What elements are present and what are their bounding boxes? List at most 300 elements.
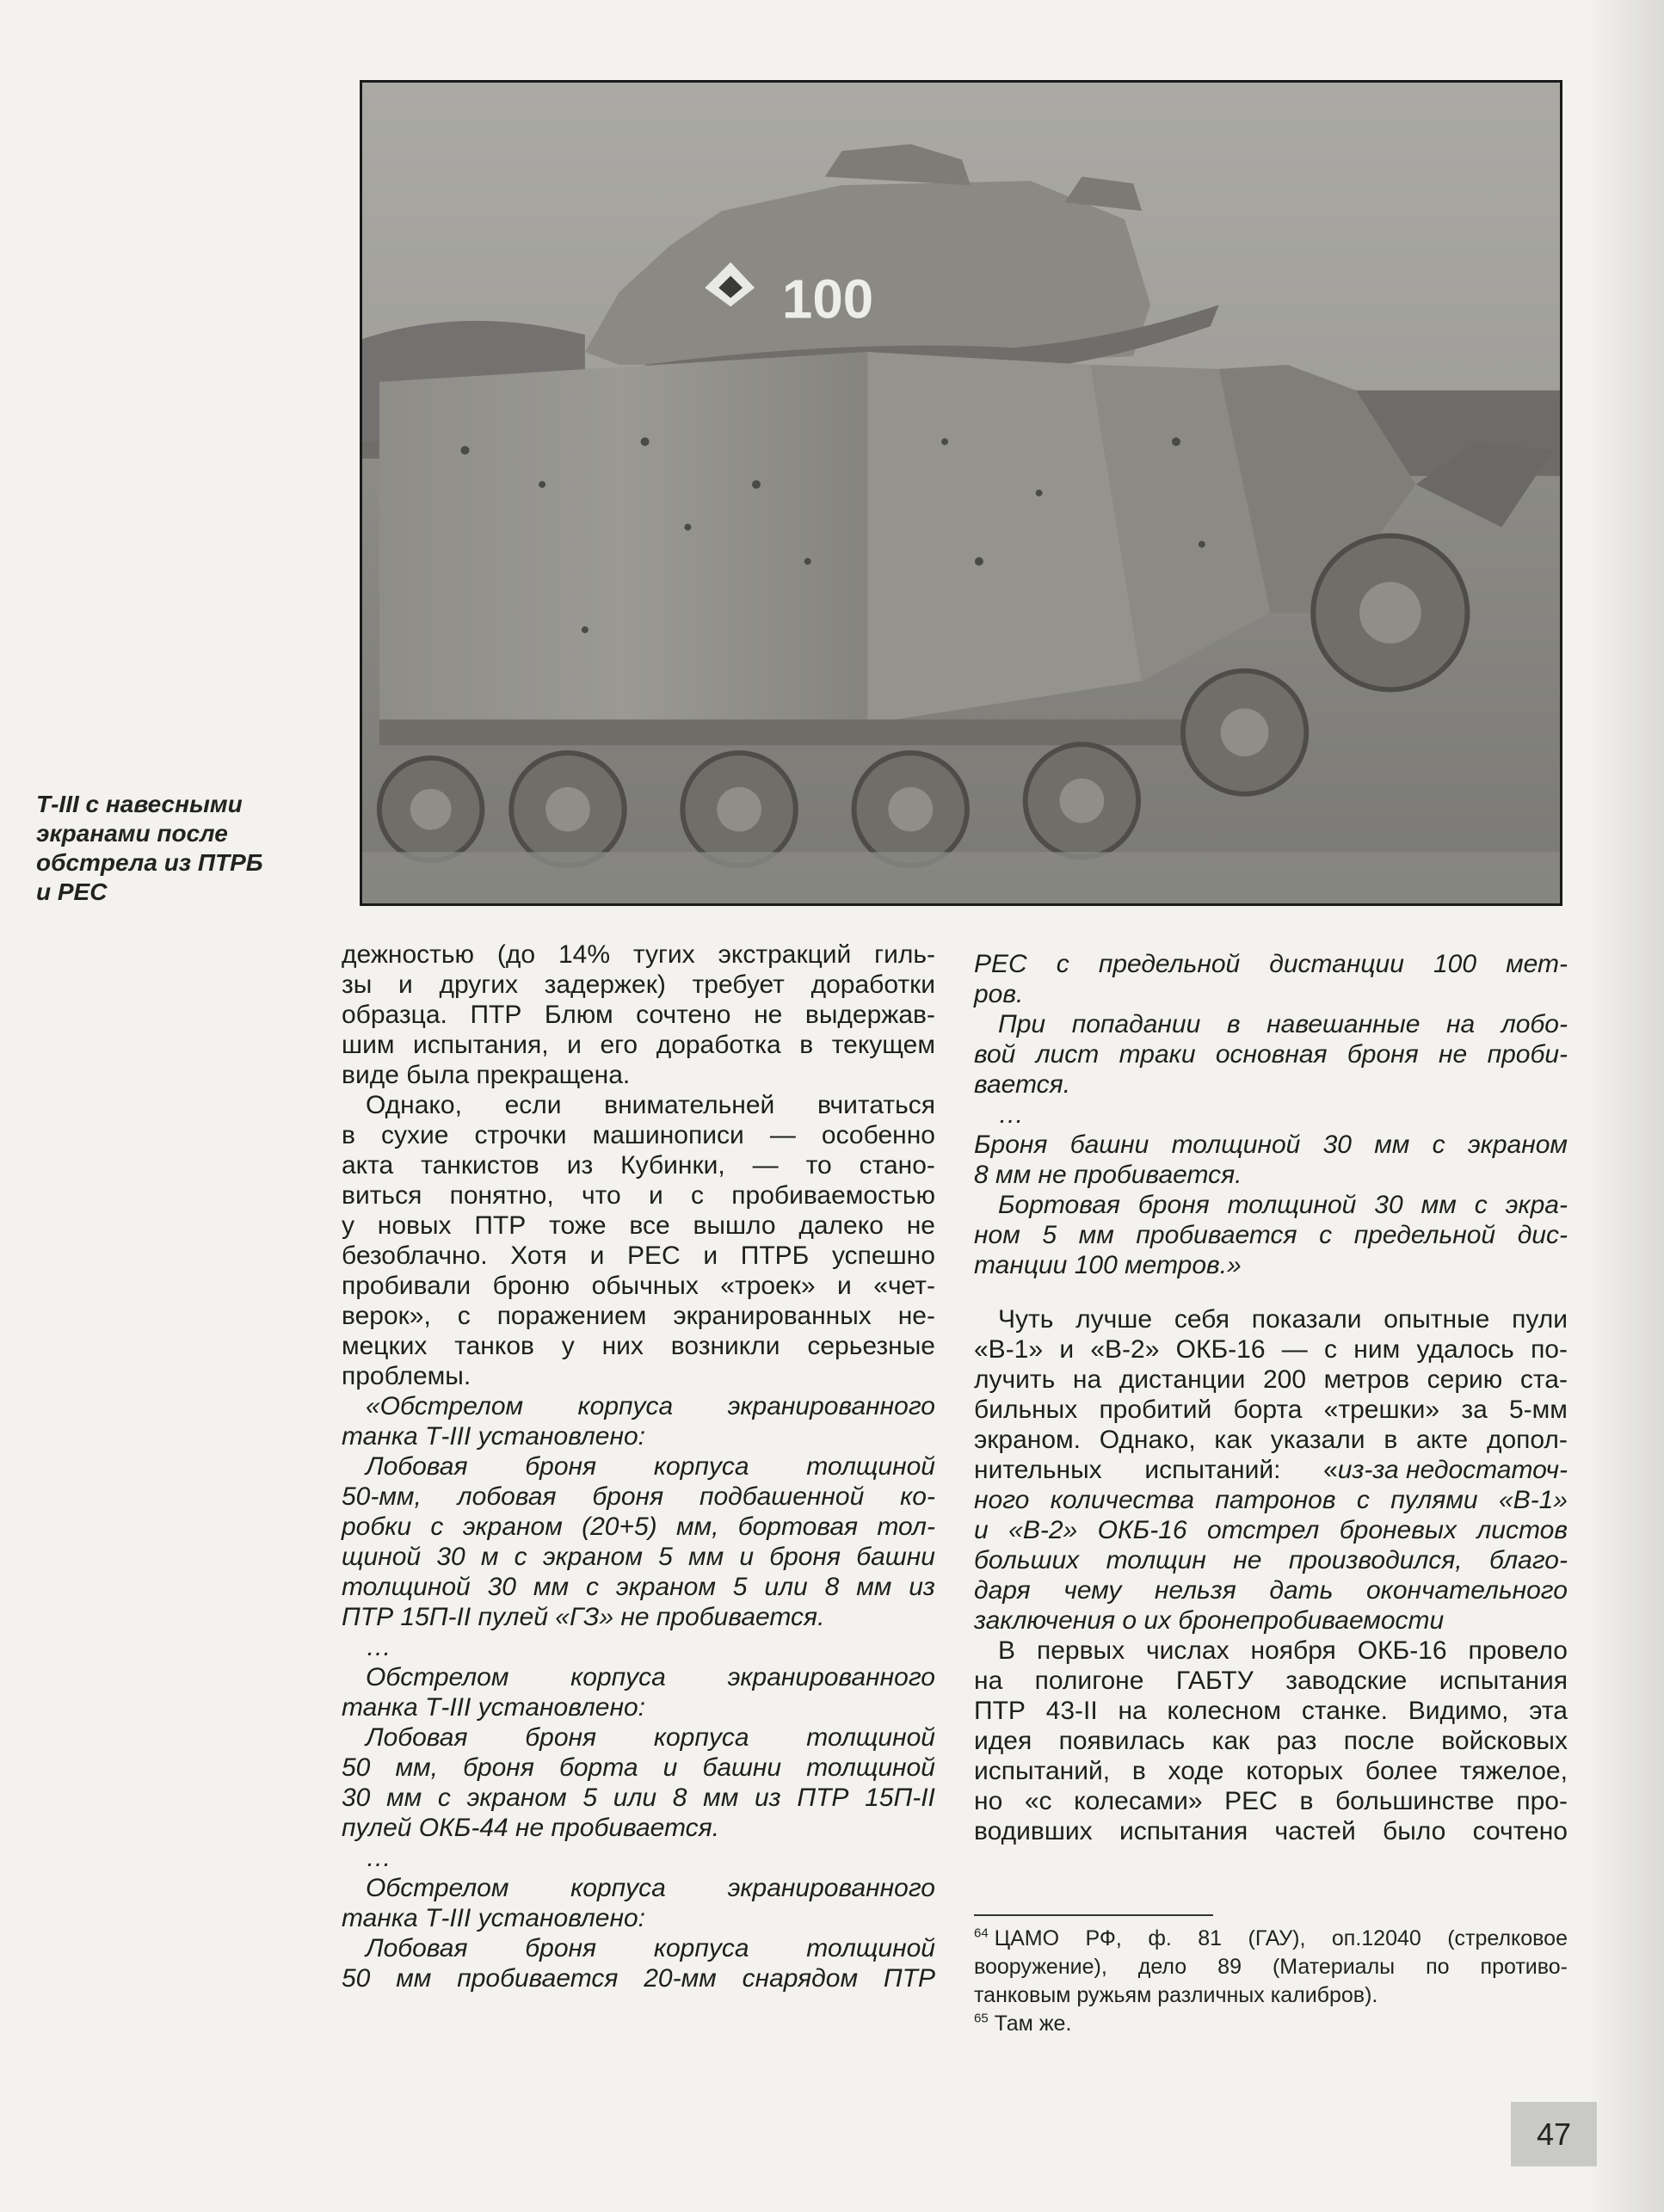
word: ПТР: [974, 1697, 1026, 1725]
text-line: [974, 1816, 1568, 1846]
word: с: [1056, 950, 1069, 978]
word: тол-: [877, 1513, 935, 1541]
text-line: [974, 1455, 1568, 1485]
text-line: [974, 979, 1568, 1009]
footnote-number: 65: [974, 2011, 989, 2026]
text-line: [974, 949, 1568, 979]
word: корпуса: [570, 1663, 666, 1691]
word: сухие: [381, 1121, 449, 1149]
word: дис-: [1517, 1221, 1568, 1249]
word: «В-2»: [1008, 1516, 1078, 1544]
word: и: [703, 1242, 718, 1270]
word: 5: [732, 1573, 748, 1601]
word: корпуса: [570, 1874, 666, 1902]
word: раз: [1276, 1727, 1317, 1755]
word: мм: [688, 1543, 724, 1571]
footnote-body: Там же.: [988, 2012, 1072, 2036]
word: корпуса: [653, 1452, 749, 1481]
footnote-line: [974, 1953, 1568, 1981]
word: лобо-: [1501, 1010, 1568, 1038]
word: с: [1319, 1221, 1333, 1249]
word: навешанные: [1266, 1010, 1421, 1038]
word: —: [1281, 1335, 1308, 1364]
word: броня: [525, 1934, 597, 1962]
word: по: [1426, 1955, 1450, 1979]
word: мм: [703, 1784, 739, 1812]
word: с: [514, 1543, 527, 1571]
word: себя: [1174, 1305, 1230, 1334]
word: экраном: [542, 1543, 643, 1571]
word: танков: [454, 1332, 534, 1360]
word: листов: [1476, 1516, 1568, 1544]
text-line: [974, 1515, 1568, 1545]
word: вооружение),: [974, 1955, 1107, 1979]
text-line: [342, 1271, 935, 1301]
word: полигоне: [1034, 1667, 1144, 1695]
word: (стрелковое: [1447, 1926, 1568, 1950]
word: испытаний:: [1144, 1456, 1281, 1484]
text-line: [974, 1545, 1568, 1575]
word: провело: [1468, 1636, 1568, 1665]
word: не: [1439, 1040, 1468, 1069]
word: —: [769, 1121, 796, 1149]
text-line: [342, 1482, 935, 1512]
word: экраном: [1467, 1131, 1568, 1159]
text-line: [342, 1903, 935, 1933]
word: водивших: [974, 1817, 1093, 1845]
text-line: [342, 1090, 935, 1120]
word: (ГАУ),: [1248, 1926, 1306, 1950]
text-line: [342, 1753, 935, 1783]
word: и: [974, 1516, 989, 1544]
word: экраном.: [974, 1426, 1082, 1454]
word: 100: [1433, 950, 1477, 978]
word: доработка: [656, 1031, 781, 1059]
footnote-divider: [974, 1914, 1213, 1916]
text-line: [342, 1783, 935, 1813]
word: задержек): [544, 970, 666, 999]
word: ноября: [1250, 1636, 1336, 1665]
word: 5-мм: [1509, 1396, 1568, 1424]
word: бильных: [974, 1396, 1078, 1424]
word: При: [998, 1010, 1046, 1038]
word: «Обстрелом: [366, 1392, 524, 1420]
word: Однако,: [1099, 1426, 1196, 1454]
word: идея: [974, 1727, 1032, 1755]
word: «трешки»: [1323, 1396, 1440, 1424]
word: образца.: [342, 1001, 447, 1029]
word: если: [504, 1091, 562, 1119]
text-line: [342, 1451, 935, 1482]
word: не-: [897, 1302, 935, 1330]
word: толщиной: [806, 1934, 935, 1962]
word: Видимо,: [1408, 1697, 1509, 1725]
word: возникли: [670, 1332, 780, 1360]
word: Лобовая: [366, 1723, 468, 1752]
word: в: [1299, 1787, 1314, 1815]
word: экранированного: [727, 1874, 935, 1902]
word: с: [457, 1302, 471, 1330]
word: пробивали: [342, 1272, 471, 1300]
word: или: [764, 1573, 808, 1601]
word: или: [613, 1784, 657, 1812]
text-line: [974, 1485, 1568, 1515]
word: нельзя: [1154, 1576, 1236, 1605]
word: не: [1233, 1546, 1262, 1574]
word: (Материалы: [1272, 1955, 1396, 1979]
word: ф.: [1148, 1926, 1172, 1950]
word: машинописи: [592, 1121, 744, 1149]
word: (до: [496, 940, 536, 969]
word: толщиной: [1171, 1131, 1301, 1159]
word: броня: [525, 1452, 597, 1481]
word: дежностью: [342, 940, 475, 969]
word: колесном: [1167, 1697, 1282, 1725]
footnote-line: [974, 1981, 1568, 2010]
word: испытания: [1119, 1817, 1248, 1845]
word: более: [1365, 1757, 1438, 1785]
word: дело: [1137, 1955, 1187, 1979]
text-line: [342, 1301, 935, 1331]
word: которых: [1246, 1757, 1344, 1785]
word: колесами»: [1074, 1787, 1203, 1815]
word: экранированного: [727, 1392, 935, 1420]
word: ОКБ-16: [1357, 1636, 1447, 1665]
word: на: [1072, 1365, 1102, 1394]
word: войсковых: [1441, 1727, 1568, 1755]
word: предельной: [1098, 950, 1241, 978]
page-edge-shadow: [1587, 0, 1664, 2212]
word: и: [648, 1181, 663, 1210]
word: с: [437, 1784, 451, 1812]
text-line: [342, 1963, 935, 1993]
word: пробитий: [1099, 1396, 1212, 1424]
word: виться: [342, 1181, 422, 1210]
page-number: [1511, 2102, 1597, 2166]
word: окончательного: [1365, 1576, 1568, 1605]
word: корпуса: [653, 1934, 749, 1962]
word: испытания,: [413, 1031, 549, 1059]
footnote-text: [974, 1981, 1377, 2010]
word: Лобовая: [366, 1452, 468, 1481]
text-line: [974, 1250, 1568, 1280]
word: толщиной: [806, 1723, 935, 1752]
word: лучше: [1075, 1305, 1153, 1334]
text-line: [342, 1331, 935, 1361]
word: «В-1»: [974, 1335, 1044, 1364]
page-number-text: 47: [1536, 2116, 1572, 2152]
word: понятно,: [449, 1181, 554, 1210]
word: Однако,: [366, 1091, 462, 1119]
word: оп.12040: [1331, 1926, 1421, 1950]
text-line: [974, 1636, 1568, 1666]
word: в: [342, 1121, 355, 1149]
word: попадании: [1071, 1010, 1201, 1038]
word: ПТР: [797, 1784, 849, 1812]
word: ПТРБ: [740, 1242, 810, 1270]
word: ного: [974, 1486, 1030, 1514]
word: башни: [1069, 1131, 1149, 1159]
text-line: [342, 970, 935, 1000]
word: и: [1059, 1335, 1075, 1364]
word: сочтено: [1472, 1817, 1568, 1845]
word: толщиной: [342, 1573, 471, 1601]
word: м: [480, 1543, 499, 1571]
word: опытные: [1384, 1305, 1490, 1334]
word: испытаний,: [974, 1757, 1111, 1785]
word: толщиной: [806, 1753, 935, 1782]
word: гиль-: [874, 940, 935, 969]
word: 30: [1374, 1191, 1403, 1219]
word: большинстве: [1334, 1787, 1495, 1815]
word: на: [1118, 1697, 1147, 1725]
word: толщин: [1106, 1546, 1206, 1574]
word: безоблачно.: [342, 1242, 488, 1270]
word: танкистов: [421, 1151, 539, 1180]
line-text: ров.: [974, 980, 1024, 1008]
word: мм: [1078, 1221, 1114, 1249]
word: траки: [1119, 1040, 1196, 1069]
word: Бортовая: [998, 1191, 1120, 1219]
word: мм: [386, 1784, 422, 1812]
word: них: [601, 1332, 644, 1360]
word: далеко: [798, 1211, 884, 1240]
word: Лобовая: [366, 1934, 468, 1962]
word: 50: [342, 1753, 371, 1782]
word: то: [805, 1151, 832, 1180]
word: броня: [592, 1482, 664, 1511]
word: Обстрелом: [366, 1874, 509, 1902]
word: «троек»: [720, 1272, 816, 1300]
word: требует: [692, 970, 785, 999]
word: не: [906, 1211, 935, 1240]
word: испытания: [1439, 1667, 1568, 1695]
word: 8: [672, 1784, 687, 1812]
word: как: [1214, 1426, 1252, 1454]
word: корпуса: [653, 1723, 749, 1752]
footnote-text: [974, 2010, 1071, 2038]
footnote-number: 64: [974, 1925, 989, 1941]
word: предельной: [1353, 1221, 1496, 1249]
word: щиной: [342, 1543, 422, 1571]
word: пули: [1512, 1305, 1568, 1334]
text-line: [974, 1756, 1568, 1786]
text-line: [974, 1605, 1568, 1636]
word: станке.: [1301, 1697, 1388, 1725]
line-text: …: [366, 1844, 391, 1872]
word: с: [430, 1513, 444, 1541]
word: ним: [1353, 1335, 1401, 1364]
text-line: [974, 1575, 1568, 1605]
text-line: [974, 1069, 1568, 1100]
text-line: [974, 1786, 1568, 1816]
text-line: [974, 1395, 1568, 1425]
word: сочтено: [636, 1001, 731, 1029]
word: лобовая: [457, 1482, 557, 1511]
caption-line: и РЕС: [36, 878, 108, 905]
word: броня: [525, 1723, 597, 1752]
word: вышло: [693, 1211, 776, 1240]
footnotes: [974, 1925, 1568, 2038]
word: дистанции: [1119, 1365, 1246, 1394]
word: и: [663, 1753, 678, 1782]
word: в: [799, 1031, 814, 1059]
word: метров: [1323, 1365, 1410, 1394]
text-line: [974, 1009, 1568, 1039]
text-line: [342, 1813, 935, 1843]
word: 5: [582, 1784, 598, 1812]
word: допол-: [1486, 1426, 1568, 1454]
word: с: [1432, 1131, 1445, 1159]
text-line: [342, 1692, 935, 1722]
word: и: [739, 1543, 755, 1571]
word: нительных: [974, 1456, 1102, 1484]
word: успешно: [832, 1242, 935, 1270]
word: «В-2»: [1090, 1335, 1160, 1364]
word: и: [837, 1272, 852, 1300]
word: 50-мм,: [342, 1482, 422, 1511]
text-line: [974, 1696, 1568, 1726]
word: «чет-: [873, 1272, 935, 1300]
word: ко-: [900, 1482, 935, 1511]
text-line: [342, 1060, 935, 1090]
text-line: [342, 1542, 935, 1572]
word: —: [752, 1151, 779, 1180]
word: доработки: [810, 970, 935, 999]
word: удалось: [1416, 1335, 1514, 1364]
word: ходе: [1168, 1757, 1224, 1785]
word: но: [974, 1787, 1003, 1815]
word: частей: [1274, 1817, 1356, 1845]
word: экстракций: [718, 940, 852, 969]
caption-line: обстрела из ПТРБ: [36, 849, 263, 876]
line-text: проблемы.: [342, 1362, 471, 1390]
line-text: заключения о их бронепробиваемости: [974, 1606, 1445, 1635]
line-text: пулей ОКБ-44 не пробивается.: [342, 1814, 720, 1842]
word: Чуть: [998, 1305, 1054, 1334]
word: башни: [856, 1543, 935, 1571]
footnote-line: [974, 1925, 1568, 1953]
word: мет-: [1506, 950, 1568, 978]
word: 81: [1198, 1926, 1223, 1950]
text-line: [974, 1304, 1568, 1334]
line-text: вается.: [974, 1070, 1071, 1099]
word: лучить: [974, 1365, 1056, 1394]
word: мм,: [675, 1513, 719, 1541]
word: все: [629, 1211, 670, 1240]
word: строчки: [474, 1121, 567, 1149]
word: ОКБ-16: [1097, 1516, 1187, 1544]
word: что: [581, 1181, 621, 1210]
line-text: …: [366, 1633, 391, 1661]
word: пулями: [1390, 1486, 1478, 1514]
text-line: [974, 1334, 1568, 1365]
word: особенно: [821, 1121, 935, 1149]
word: пробивается: [457, 1964, 619, 1993]
word: зы: [342, 970, 373, 999]
text-line: [342, 1150, 935, 1180]
word: за: [1461, 1396, 1488, 1424]
word: мм: [1374, 1131, 1410, 1159]
word: мм: [533, 1573, 570, 1601]
word: эта: [1529, 1697, 1568, 1725]
word: поражением: [496, 1302, 647, 1330]
word: 30: [342, 1784, 371, 1812]
word: у: [561, 1332, 575, 1360]
word: ПТР: [474, 1211, 527, 1240]
word: В: [998, 1636, 1016, 1665]
word: робки: [342, 1513, 412, 1541]
word: тяжелое,: [1459, 1757, 1568, 1785]
text-line: [342, 1391, 935, 1421]
word: и: [567, 1031, 582, 1059]
word: броневых: [1339, 1516, 1457, 1544]
word: из: [566, 1151, 594, 1180]
text-line: [342, 1873, 935, 1903]
text-line: [974, 1130, 1568, 1160]
word: и: [589, 1242, 605, 1270]
word: выдержав-: [804, 1001, 935, 1029]
word: мецких: [342, 1332, 428, 1360]
word: ОКБ-16: [1175, 1335, 1266, 1364]
text-line: [342, 1632, 935, 1662]
line-text: ПТР 15П-II пулей «ГЗ» не пробивается.: [342, 1603, 825, 1631]
word: РЕС: [1224, 1787, 1278, 1815]
word: Хотя: [510, 1242, 567, 1270]
word: после: [1343, 1727, 1414, 1755]
word: внимательней: [604, 1091, 775, 1119]
text-line: [342, 1211, 935, 1241]
word: броня: [769, 1543, 841, 1571]
word: заводские: [1285, 1667, 1408, 1695]
word: больших: [974, 1546, 1080, 1574]
word: вой: [974, 1040, 1016, 1069]
text-line: [342, 940, 935, 970]
word: РФ,: [1085, 1926, 1122, 1950]
left-text-column: [342, 940, 935, 1993]
word: пробивается: [1136, 1221, 1297, 1249]
text-line: [342, 1512, 935, 1542]
text-line: [342, 1000, 935, 1030]
word: Кубинки,: [620, 1151, 725, 1180]
line-text: виде была прекращена.: [342, 1061, 631, 1089]
footnote-body: танковым ружьям различных калибров).: [974, 1983, 1378, 2007]
footnote-line: [974, 2010, 1568, 2038]
caption-line: Т-III с навесными: [36, 791, 243, 817]
word: 89: [1217, 1955, 1242, 1979]
text-line: [974, 1220, 1568, 1250]
word: 5: [658, 1543, 673, 1571]
word: 15П-II: [865, 1784, 935, 1812]
word: тугих: [632, 940, 695, 969]
text-line: [342, 1662, 935, 1692]
word: и: [398, 970, 413, 999]
word: на: [974, 1667, 1003, 1695]
word: патронов: [1215, 1486, 1336, 1514]
line-text: танции 100 метров.»: [974, 1251, 1242, 1279]
word: $^{64}$ ЦАМО: [974, 1925, 1060, 1950]
word: верок»,: [342, 1302, 431, 1330]
text-line: [342, 1722, 935, 1753]
word: 50: [342, 1964, 371, 1993]
word: появилась: [1058, 1727, 1186, 1755]
word: броня: [1347, 1040, 1419, 1069]
text-line: [974, 1190, 1568, 1220]
word: мм: [396, 1964, 432, 1993]
word: было: [1383, 1817, 1446, 1845]
word: Броня: [974, 1131, 1048, 1159]
paragraph-gap: [974, 1280, 1568, 1304]
